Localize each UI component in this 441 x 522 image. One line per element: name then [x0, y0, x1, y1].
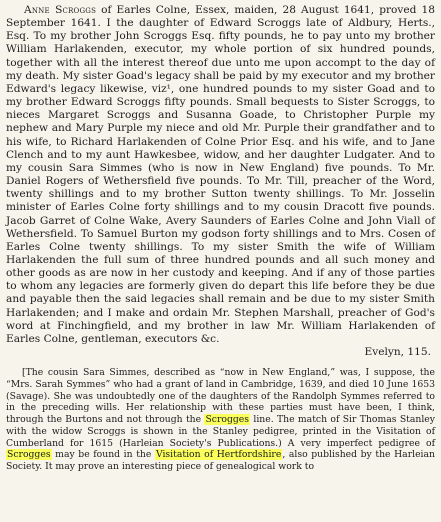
- will-abstract: [6, 4, 435, 346]
- note-text-3: may be found in the: [55, 449, 152, 461]
- testator-name: Anne Scroggs: [24, 4, 97, 16]
- citation: Evelyn, 115.: [364, 346, 431, 359]
- note-text-1: [The cousin Sara Simmes, described as “now in New England,” was, I suppose, the “Mrs. Sarah Symmes” who had a grant of land in Cambridge, 1639, and died 10 June 1653 (Savage). She was undoubtedly one of the daughters of the Randolph Symmes referred to in the preceding wills. Her relationship with these parties must have been, I think, through the Burtons and not through the: [6, 367, 435, 426]
- note-text-2: line. The match of Sir Thomas Stanley with the widow Scroggs is shown in the Stanley pedigree, printed in the Visitation of Cumberland for 1615 (Harleian Society's Publications.) A very imperfect pedigree of: [6, 414, 435, 449]
- highlight-visitation-hertfordshire: Visitation of Hertfordshire: [155, 449, 282, 461]
- note-text-4: , also published by the Harleian Society. It may prove an interesting piece of genealogical work to: [6, 449, 435, 473]
- editor-note: [6, 367, 435, 473]
- will-text: of Earles Colne, Essex, maiden, 28 August 1641, proved 18 September 1641. I the daughter of Edward Scroggs late of Aldbury, Herts., Esq. To my brother John Scroggs Esq. fifty pounds, he to pay unto my brother William Harlakenden, executor, my whole portion of six hundred pounds, together with all the interest thereof due unto me upon accompt to the day of my death. My sister Goad's legacy shall be paid by my executor and my brother Edward's legacy likewise, viz¹, one hundred pounds to my sister Goad and to my brother Edward Scroggs fifty pounds. Small bequests to Sister Scroggs, to nieces Margaret Scroggs and Susanna Goade, to Christopher Purple my nephew and Mary Purple my niece and old Mr. Purple their grandfather and to his wife, to Richard Harlakenden of Colne Prior Esq. and his wife, and to Jane Clench and to my aunt Hawkesbee, widow, and her daughter Ludgater. And to my cousin Sara Simmes (who is now in New England) five pounds. To Mr. Daniel Rogers of Wethersfield five pounds. To Mr. Till, preacher of the Word, twenty shillings and to my brother Sutton twenty shillings. To Mr. Josselin minister of Earles Colne forty shillings and to my cousin Dracott five pounds. Jacob Garret of Colne Wake, Avery Saunders of Earles Colne and John Viall of Wethersfield. To Samuel Burton my godson forty shillings and to Mrs. Cosen of Earles Colne twenty shillings. To my sister Smith the wife of William Harlakenden the full sum of three hundred pounds and all such money and other goods as are now in her custody and keeping. And if any of those parties to whom any legacies are formerly given do depart this life before they be due and payable then the said legacies shall remain and be due to my sister Smith Harlakenden; and I make and ordain Mr. Stephen Marshall, preacher of God's word at Finchingfield, and my brother in law Mr. William Harlakenden of Earles Colne, gentleman, executors &c.: [6, 4, 435, 345]
- highlight-scrogges-2: Scrogges: [7, 449, 51, 461]
- highlight-scrogges-1: Scrogges: [205, 414, 250, 426]
